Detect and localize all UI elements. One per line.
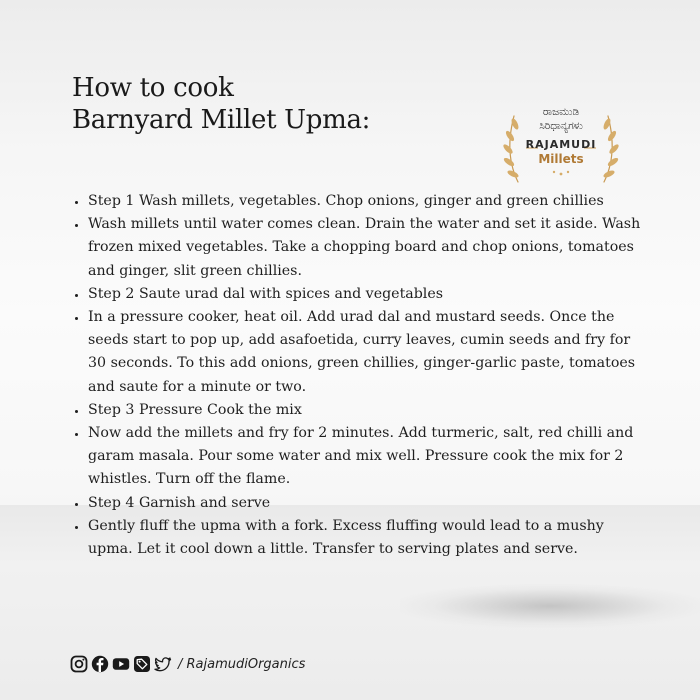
instagram-icon[interactable]	[70, 655, 88, 673]
floor-shadow	[400, 584, 700, 628]
tag-icon[interactable]	[133, 655, 151, 673]
brand-logo	[496, 94, 626, 194]
recipe-steps-list	[70, 190, 643, 561]
logo-subtitle: Millets	[538, 152, 584, 166]
list-item: • Now add the millets and fry for 2 minutes. Add turmeric, salt, red chilli and garam masala. Pour some water and mix well. Pressure cook the mix for 2 whistles. Turn off the flame.	[88, 422, 643, 492]
list-item: • Gently fluff the upma with a fork. Excess fluffing would lead to a mushy upma. Let it cool down a little. Transfer to serving plates and serve.	[88, 515, 643, 561]
list-item: • Step 1 Wash millets, vegetables. Chop onions, ginger and green chillies	[88, 190, 643, 213]
page-title	[72, 72, 370, 136]
title-line-2: Barnyard Millet Upma:	[72, 105, 371, 135]
twitter-icon[interactable]	[154, 655, 172, 673]
list-item: • Step 4 Garnish and serve	[88, 492, 643, 515]
title-line-1: How to cook	[72, 73, 234, 103]
logo-brand-name: RAJAMUDI	[525, 138, 597, 151]
youtube-icon[interactable]	[112, 655, 130, 673]
list-item: • Wash millets until water comes clean. Drain the water and set it aside. Wash frozen mixed vegetables. Take a chopping board and chop onions, tomatoes and ginger, slit green chillies.	[88, 213, 643, 283]
logo-kannada-line-2: ಸಿರಿಧಾನ್ಯಗಳು	[539, 120, 583, 132]
list-item: • Step 2 Saute urad dal with spices and vegetables	[88, 283, 643, 306]
social-handle[interactable]: / RajamudiOrganics	[178, 656, 306, 672]
facebook-icon[interactable]	[91, 655, 109, 673]
list-item: • Step 3 Pressure Cook the mix	[88, 399, 643, 422]
logo-kannada-line-1: ರಾಜಮುಡಿ	[542, 106, 580, 118]
social-footer	[70, 654, 305, 674]
list-item: • In a pressure cooker, heat oil. Add urad dal and mustard seeds. Once the seeds start to pop up, add asafoetida, curry leaves, cumin seeds and fry for 30 seconds. To this add onions, green chillies, ginger-garlic paste, tomatoes and saute for a minute or two.	[88, 306, 643, 399]
